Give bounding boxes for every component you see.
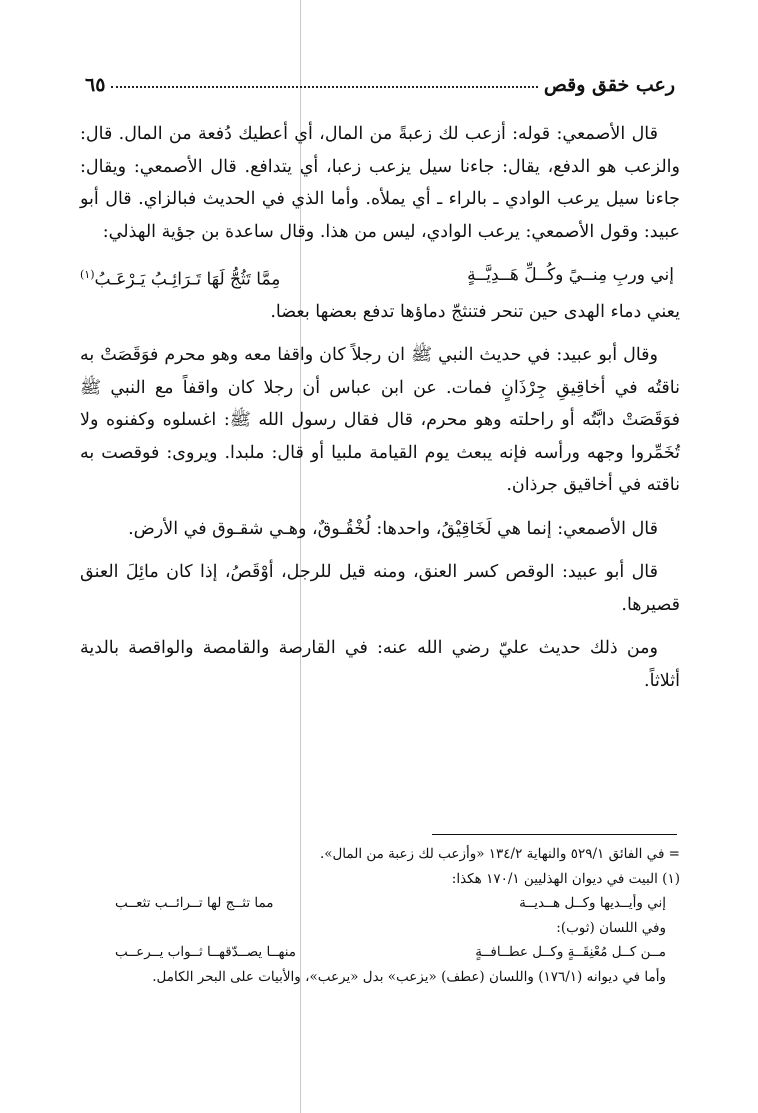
paragraph-2: وقال أبو عبيد: في حديث النبي ﷺ ان رجلاً كان واقفا معه وهو محرم فوَقَصَتْ به ناقتُه في أخاقِيقِ جِرْذَانٍ فمات. عن ابن عباس أن رجلا كان واقفاً مع النبي ﷺ فوَقَصَتْ دابَّتُه أو راحلته وهو محرم، قال فقال رسول الله ﷺ: اغسلوه وكفنوه ولا تُخَمِّروا وجهه ورأسه فإنه يبعث يوم القيامة ملبيا أو قال: ملبدا. ويروى: فوقصت به ناقته في أخاقيق جرذان. <box>80 345 680 496</box>
paragraph-4: قال أبو عبيد: الوقص كسر العنق، ومنه قيل للرجل، أوْقَصُ، إذا كان مائِلَ العنق قصيرها. <box>80 562 680 615</box>
footnote-marker: (١) <box>80 268 95 281</box>
footnote-verse-1-b: مما تثــج لها تــرائــب تثعــب <box>115 895 274 911</box>
footnote-continuation: = في الفائق ٥٢٩/١ والنهاية ١٣٤/٢ «وأزعب لك زعبة من المال». <box>319 846 680 862</box>
footnote-verse-2-b: منهــا يصــدّقهــا ثــواب يــرعــب <box>115 944 297 960</box>
footnote-verse-1 <box>95 891 680 916</box>
footnote-verse-2 <box>95 940 680 965</box>
verse-hemistich-2-wrap <box>80 259 280 296</box>
footnotes <box>95 842 680 989</box>
main-text <box>80 118 680 708</box>
footnote-1: (١) البيت في ديوان الهذليين ١٧٠/١ هكذا: <box>451 870 680 887</box>
footnote-diwan-note: وأما في ديوانه (١٧٦/١) واللسان (عطف) «يزعب» بدل «يرعب»، والأبيات على البحر الكامل. <box>152 968 666 985</box>
paragraph-3: قال الأصمعي: إنما هي لَخَاقِيْقُ، واحدها: لُخْقُـوقٌ، وهـي شقـوق في الأرض. <box>128 518 658 539</box>
footnote-lisan-note: وفي اللسان (ثوب): <box>556 919 666 936</box>
verse-explanation: يعني دماء الهدى حين تنحر فتنثجّ دماؤها تدفع بعضها بعضا. <box>270 301 680 322</box>
footnote-verse-2-a: مــن كــل مُعْنِقَــةٍ وكــل عطــافــةٍ <box>475 944 666 960</box>
footnote-separator <box>432 834 677 835</box>
header-title: رعب خقق وقص <box>543 74 675 96</box>
verse-hemistich-1: إني وربِ مِنــيً وكُــلِّ هَــدِيَّــةٍ <box>467 265 674 285</box>
footnote-verse-1-a: إني وأيــديها وكــل هــديــة <box>519 895 666 911</box>
verse-hemistich-2: مِمَّا تَثُجُّ لَهَا تَـرَائِـبُ يَـرْعَـبُ <box>94 269 281 290</box>
running-header <box>85 62 675 96</box>
header-leader-dots <box>111 86 537 88</box>
paragraph-5: ومن ذلك حديث عليّ رضي الله عنه: في القارصة والقامصة والواقصة بالدية أثلاثاً. <box>80 638 680 691</box>
poem-verse <box>80 259 680 296</box>
paragraph-1: قال الأصمعي: قوله: أزعب لك زعبةً من المال، أي أعطيك دُفعة من المال. قال: والزعب هو الدفع، يقال: جاءنا سيل يزعب زعبا، أي يتدافع. قال الأصمعي: ويقال: جاءنا سيل يرعب الوادي ـ بالراء ـ أي يملأه. وأما الذي في الحديث فبالزاي. قال أبو عبيد: وقول الأصمعي: يرعب الوادي، ليس من هذا. وقال ساعدة بن جؤية الهذلي: <box>80 124 680 242</box>
page-number: ٦٥ <box>85 74 106 96</box>
